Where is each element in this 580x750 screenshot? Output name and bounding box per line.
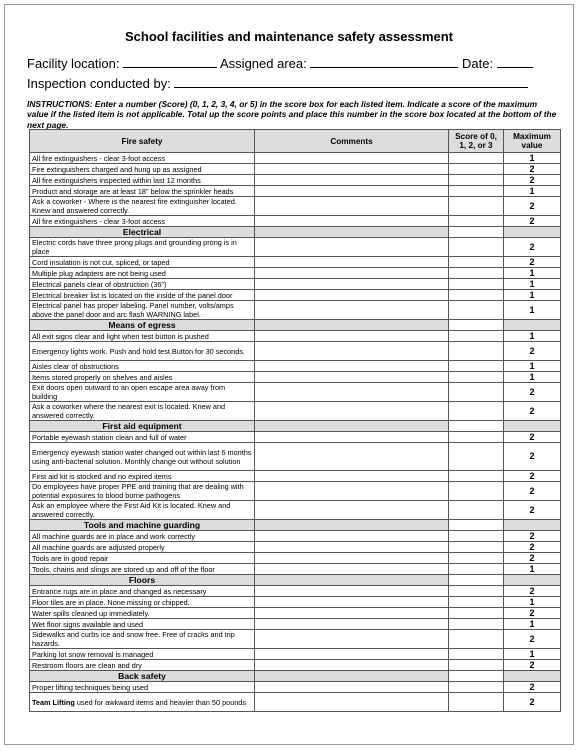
item-text: Multiple plug adapters are not being used [30, 268, 255, 279]
item-text: All fire extinguishers - clear 3-foot access [30, 153, 255, 164]
table-row [30, 331, 561, 342]
section-header-cell [449, 671, 504, 682]
max-value-cell: 2 [504, 342, 561, 361]
header-line-2 [27, 76, 528, 91]
comments-cell[interactable] [255, 501, 449, 520]
score-cell[interactable] [449, 238, 504, 257]
item-text: Portable eyewash station clean and full of water [30, 432, 255, 443]
table-row [30, 372, 561, 383]
score-cell[interactable] [449, 216, 504, 227]
table-row [30, 268, 561, 279]
comments-cell[interactable] [255, 608, 449, 619]
comments-cell[interactable] [255, 471, 449, 482]
header-line-1 [27, 56, 533, 71]
comments-cell[interactable] [255, 542, 449, 553]
header-max: Maximum value [504, 130, 561, 153]
score-cell[interactable] [449, 175, 504, 186]
max-value-cell: 2 [504, 682, 561, 693]
item-text: Aisles clear of obstructions [30, 361, 255, 372]
item-text: Electrical panels clear of obstruction (36") [30, 279, 255, 290]
max-value-cell: 2 [504, 175, 561, 186]
max-value-cell: 2 [504, 482, 561, 501]
comments-cell[interactable] [255, 660, 449, 671]
score-cell[interactable] [449, 586, 504, 597]
item-text: All machine guards are in place and work correctly [30, 531, 255, 542]
comments-cell[interactable] [255, 342, 449, 361]
item-text-bold: Team Lifting [32, 697, 75, 707]
comments-cell[interactable] [255, 649, 449, 660]
section-header-cell [255, 520, 449, 531]
max-value-cell: 1 [504, 290, 561, 301]
score-cell[interactable] [449, 619, 504, 630]
section-header-cell [504, 520, 561, 531]
comments-cell[interactable] [255, 372, 449, 383]
item-text: Parking lot snow removal is managed [30, 649, 255, 660]
item-text: Wet floor signs available and used [30, 619, 255, 630]
table-row [30, 238, 561, 257]
comments-cell[interactable] [255, 383, 449, 402]
comments-cell[interactable] [255, 186, 449, 197]
table-body [30, 153, 561, 712]
assigned-area-field[interactable] [310, 56, 458, 68]
max-value-cell: 2 [504, 197, 561, 216]
comments-cell[interactable] [255, 331, 449, 342]
score-cell[interactable] [449, 372, 504, 383]
max-value-cell: 1 [504, 564, 561, 575]
comments-cell[interactable] [255, 361, 449, 372]
item-text: All fire extinguishers - clear 3-foot access [30, 216, 255, 227]
table-row [30, 432, 561, 443]
score-cell[interactable] [449, 186, 504, 197]
item-text-rest: used for awkward items and heavier than 50 pounds [74, 697, 247, 707]
score-cell[interactable] [449, 268, 504, 279]
comments-cell[interactable] [255, 216, 449, 227]
max-value-cell: 2 [504, 216, 561, 227]
comments-cell[interactable] [255, 682, 449, 693]
section-header-cell [255, 671, 449, 682]
comments-cell[interactable] [255, 402, 449, 421]
header-comments: Comments [255, 130, 449, 153]
comments-cell[interactable] [255, 597, 449, 608]
table-row [30, 186, 561, 197]
score-cell[interactable] [449, 402, 504, 421]
header-score: Score of 0, 1, 2, or 3 [449, 130, 504, 153]
item-text: Items stored properly on shelves and aisles [30, 372, 255, 383]
table-row [30, 553, 561, 564]
section-title: Electrical [30, 227, 255, 238]
comments-cell[interactable] [255, 301, 449, 320]
table-row [30, 564, 561, 575]
table-row [30, 471, 561, 482]
score-cell[interactable] [449, 630, 504, 649]
table-row [30, 501, 561, 520]
comments-cell[interactable] [255, 257, 449, 268]
section-header-row [30, 320, 561, 331]
table-row [30, 693, 561, 712]
table-row [30, 153, 561, 164]
table-row [30, 361, 561, 372]
max-value-cell: 1 [504, 331, 561, 342]
score-cell[interactable] [449, 693, 504, 712]
item-text: Cord insulation is not cut, spliced, or taped [30, 257, 255, 268]
section-header-cell [504, 671, 561, 682]
inspector-label: Inspection conducted by: [27, 76, 171, 91]
score-cell[interactable] [449, 501, 504, 520]
section-header-row [30, 421, 561, 432]
max-value-cell: 1 [504, 153, 561, 164]
max-value-cell: 2 [504, 257, 561, 268]
item-text: Emergency lights work. Push and hold test Button for 30 seconds. [30, 342, 255, 361]
section-header-cell [449, 421, 504, 432]
table-row [30, 682, 561, 693]
comments-cell[interactable] [255, 238, 449, 257]
item-text: Entrance rugs are in place and changed as necessary [30, 586, 255, 597]
item-text: Ask a coworker where the nearest exit is located. Knew and answered correctly. [30, 402, 255, 421]
max-value-cell: 2 [504, 531, 561, 542]
item-text: Water spills cleaned up immediately. [30, 608, 255, 619]
item-text: Sidewalks and curbs ice and snow free. Free of cracks and trip hazards. [30, 630, 255, 649]
inspector-field[interactable] [174, 76, 528, 88]
max-value-cell: 2 [504, 693, 561, 712]
date-field[interactable] [497, 56, 533, 68]
comments-cell[interactable] [255, 279, 449, 290]
section-header-row [30, 520, 561, 531]
score-cell[interactable] [449, 597, 504, 608]
form-title: School facilities and maintenance safety assessment [124, 29, 454, 44]
item-text: Tools, chains and slings are stored up and off of the floor [30, 564, 255, 575]
item-text: Fire extinguishers charged and hung up as assigned [30, 164, 255, 175]
comments-cell[interactable] [255, 553, 449, 564]
item-text: Ask an employee where the First Aid Kit is located. Knew and answered correctly. [30, 501, 255, 520]
table-row [30, 164, 561, 175]
table-row [30, 197, 561, 216]
table-row [30, 342, 561, 361]
item-text: Exit doors open outward to an open escape area away from building [30, 383, 255, 402]
max-value-cell: 2 [504, 660, 561, 671]
comments-cell[interactable] [255, 531, 449, 542]
score-cell[interactable] [449, 608, 504, 619]
item-text: All fire extinguishers inspected within last 12 months [30, 175, 255, 186]
section-title: Floors [30, 575, 255, 586]
score-cell[interactable] [449, 471, 504, 482]
item-text: Ask a coworker - Where is the nearest fire extinguisher located. Knew and answered correctly. [30, 197, 255, 216]
comments-cell[interactable] [255, 482, 449, 501]
score-cell[interactable] [449, 197, 504, 216]
score-cell[interactable] [449, 682, 504, 693]
comments-cell[interactable] [255, 693, 449, 712]
assessment-table [29, 129, 561, 712]
score-cell[interactable] [449, 290, 504, 301]
section-header-row [30, 671, 561, 682]
max-value-cell: 2 [504, 238, 561, 257]
max-value-cell: 1 [504, 361, 561, 372]
score-cell[interactable] [449, 361, 504, 372]
comments-cell[interactable] [255, 630, 449, 649]
date-label: Date: [462, 56, 494, 71]
section-header-cell [255, 575, 449, 586]
max-value-cell: 1 [504, 597, 561, 608]
section-header-cell [255, 421, 449, 432]
max-value-cell: 1 [504, 186, 561, 197]
max-value-cell: 2 [504, 553, 561, 564]
max-value-cell: 2 [504, 501, 561, 520]
item-text: Electrical breaker list is located on the inside of the panel door [30, 290, 255, 301]
comments-cell[interactable] [255, 443, 449, 471]
section-title: Means of egress [30, 320, 255, 331]
max-value-cell: 2 [504, 443, 561, 471]
table-row [30, 597, 561, 608]
max-value-cell: 1 [504, 301, 561, 320]
table-header-row [30, 130, 561, 153]
max-value-cell: 2 [504, 383, 561, 402]
score-cell[interactable] [449, 331, 504, 342]
score-cell[interactable] [449, 443, 504, 471]
table-row [30, 630, 561, 649]
score-cell[interactable] [449, 383, 504, 402]
score-cell[interactable] [449, 164, 504, 175]
facility-location-field[interactable] [123, 56, 217, 68]
comments-cell[interactable] [255, 197, 449, 216]
score-cell[interactable] [449, 301, 504, 320]
section-title: Tools and machine guarding [30, 520, 255, 531]
section-title: First aid equipment [30, 421, 255, 432]
table-row [30, 257, 561, 268]
score-cell[interactable] [449, 342, 504, 361]
score-cell[interactable] [449, 553, 504, 564]
table-row [30, 649, 561, 660]
score-cell[interactable] [449, 432, 504, 443]
max-value-cell: 2 [504, 471, 561, 482]
max-value-cell: 1 [504, 649, 561, 660]
score-cell[interactable] [449, 542, 504, 553]
table-row [30, 586, 561, 597]
table-row [30, 279, 561, 290]
table-row [30, 290, 561, 301]
table-row [30, 608, 561, 619]
section-header-cell [504, 320, 561, 331]
item-text: All machine guards are adjusted properly [30, 542, 255, 553]
comments-cell[interactable] [255, 586, 449, 597]
table-row [30, 531, 561, 542]
item-text: Restroom floors are clean and dry [30, 660, 255, 671]
table-row [30, 301, 561, 320]
item-text: Tools are in good repair [30, 553, 255, 564]
table-row [30, 216, 561, 227]
score-cell[interactable] [449, 564, 504, 575]
score-cell[interactable] [449, 279, 504, 290]
comments-cell[interactable] [255, 432, 449, 443]
comments-cell[interactable] [255, 175, 449, 186]
item-text: Emergency eyewash station water changed out within last 6 months using anti-bacterial solution. Monthly change out without solution [30, 443, 255, 471]
item-text: Electrical panel has proper labeling. Panel number, volts/amps above the panel door and arc flash WARNING label. [30, 301, 255, 320]
max-value-cell: 2 [504, 630, 561, 649]
assigned-area-label: Assigned area: [220, 56, 307, 71]
table-row [30, 175, 561, 186]
facility-location-label: Facility location: [27, 56, 120, 71]
comments-cell[interactable] [255, 268, 449, 279]
header-item: Fire safety [30, 130, 255, 153]
form-page [4, 4, 574, 745]
item-text: Electric cords have three prong plugs and grounding prong is in place [30, 238, 255, 257]
section-header-cell [449, 320, 504, 331]
max-value-cell: 2 [504, 164, 561, 175]
section-title: Back safety [30, 671, 255, 682]
max-value-cell: 2 [504, 542, 561, 553]
section-header-cell [504, 575, 561, 586]
item-text: All exit signs clear and light when test button is pushed [30, 331, 255, 342]
item-text: First aid kit is stocked and no expired items [30, 471, 255, 482]
section-header-cell [449, 575, 504, 586]
section-header-cell [255, 320, 449, 331]
max-value-cell: 1 [504, 372, 561, 383]
max-value-cell: 2 [504, 608, 561, 619]
item-text: Product and storage are at least 18" below the sprinkler heads [30, 186, 255, 197]
comments-cell[interactable] [255, 290, 449, 301]
max-value-cell: 1 [504, 279, 561, 290]
table-row [30, 619, 561, 630]
score-cell[interactable] [449, 660, 504, 671]
max-value-cell: 2 [504, 586, 561, 597]
table-row [30, 443, 561, 471]
comments-cell[interactable] [255, 164, 449, 175]
score-cell[interactable] [449, 531, 504, 542]
section-header-cell [504, 227, 561, 238]
instructions: INSTRUCTIONS: Enter a number (Score) (0, 1, 2, 3, 4, or 5) in the score box for each listed item. Indicate a score of the maximum value if the listed item is not applicable. Total up the score points and place this number in the score box located at the bottom of the next page. [27, 99, 557, 130]
score-cell[interactable] [449, 257, 504, 268]
section-header-row [30, 575, 561, 586]
score-cell[interactable] [449, 482, 504, 501]
table-row [30, 383, 561, 402]
section-header-row [30, 227, 561, 238]
table-row [30, 542, 561, 553]
table-row [30, 402, 561, 421]
max-value-cell: 2 [504, 432, 561, 443]
score-cell[interactable] [449, 649, 504, 660]
item-text: Floor tiles are in place. None missing or chipped. [30, 597, 255, 608]
max-value-cell: 2 [504, 402, 561, 421]
section-header-cell [504, 421, 561, 432]
item-text: Proper lifting techniques being used [30, 682, 255, 693]
section-header-cell [449, 227, 504, 238]
score-cell[interactable] [449, 153, 504, 164]
section-header-cell [449, 520, 504, 531]
comments-cell[interactable] [255, 564, 449, 575]
max-value-cell: 1 [504, 619, 561, 630]
comments-cell[interactable] [255, 619, 449, 630]
table-row [30, 660, 561, 671]
section-header-cell [255, 227, 449, 238]
max-value-cell: 1 [504, 268, 561, 279]
item-text: Do employees have proper PPE and training that are dealing with potential exposures to blood borne pathogens [30, 482, 255, 501]
item-text [30, 693, 255, 712]
table-row [30, 482, 561, 501]
comments-cell[interactable] [255, 153, 449, 164]
